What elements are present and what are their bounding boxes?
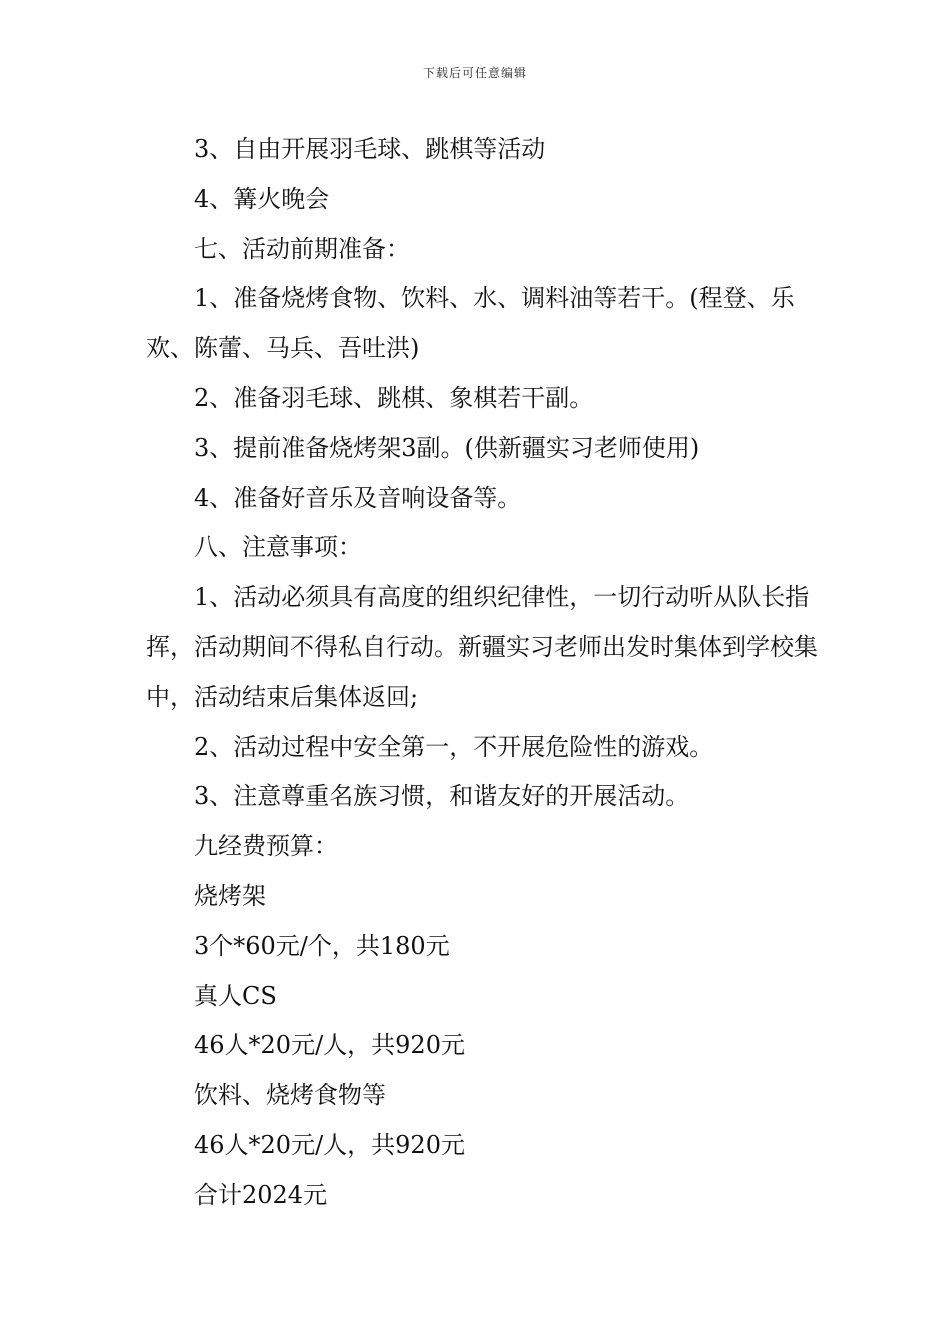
paragraph: 4、篝火晚会 (194, 184, 330, 213)
section-heading: 八、注意事项： (194, 533, 362, 562)
budget-item-cost: 3个*60元/个，共180元 (194, 931, 450, 960)
paragraph: 2、活动过程中安全第一，不开展危险性的游戏。 (194, 732, 714, 761)
paragraph: 3、提前准备烧烤架3副。(供新疆实习老师使用) (194, 433, 700, 462)
section-heading: 七、活动前期准备： (194, 234, 410, 263)
paragraph: 3、注意尊重名族习惯，和谐友好的开展活动。 (194, 782, 690, 811)
section-heading: 九经费预算： (194, 832, 338, 861)
paragraph: 2、准备羽毛球、跳棋、象棋若干副。 (194, 383, 594, 412)
page-header: 下载后可任意编辑 (422, 66, 527, 80)
budget-item-label: 真人CS (194, 981, 277, 1010)
paragraph: 4、准备好音乐及音响设备等。 (194, 483, 522, 512)
paragraph: 3、自由开展羽毛球、跳棋等活动 (194, 135, 546, 163)
budget-item-label: 烧烤架 (194, 881, 266, 910)
budget-item-cost: 46人*20元/人，共920元 (194, 1130, 465, 1159)
paragraph: 1、活动必须具有高度的组织纪律性，一切行动听从队长指挥，活动期间不得私自行动。新疆实习老师出发时集体到学校集中，活动结束后集体返回; (146, 583, 818, 711)
document-body (146, 125, 832, 1221)
budget-item-cost: 46人*20元/人，共920元 (194, 1031, 465, 1060)
budget-total: 合计2024元 (194, 1180, 328, 1209)
budget-item-label: 饮料、烧烤食物等 (194, 1081, 386, 1110)
paragraph: 1、准备烧烤食物、饮料、水、调料油等若干。(程登、乐欢、陈蕾、马兵、吾吐洪) (146, 284, 795, 363)
